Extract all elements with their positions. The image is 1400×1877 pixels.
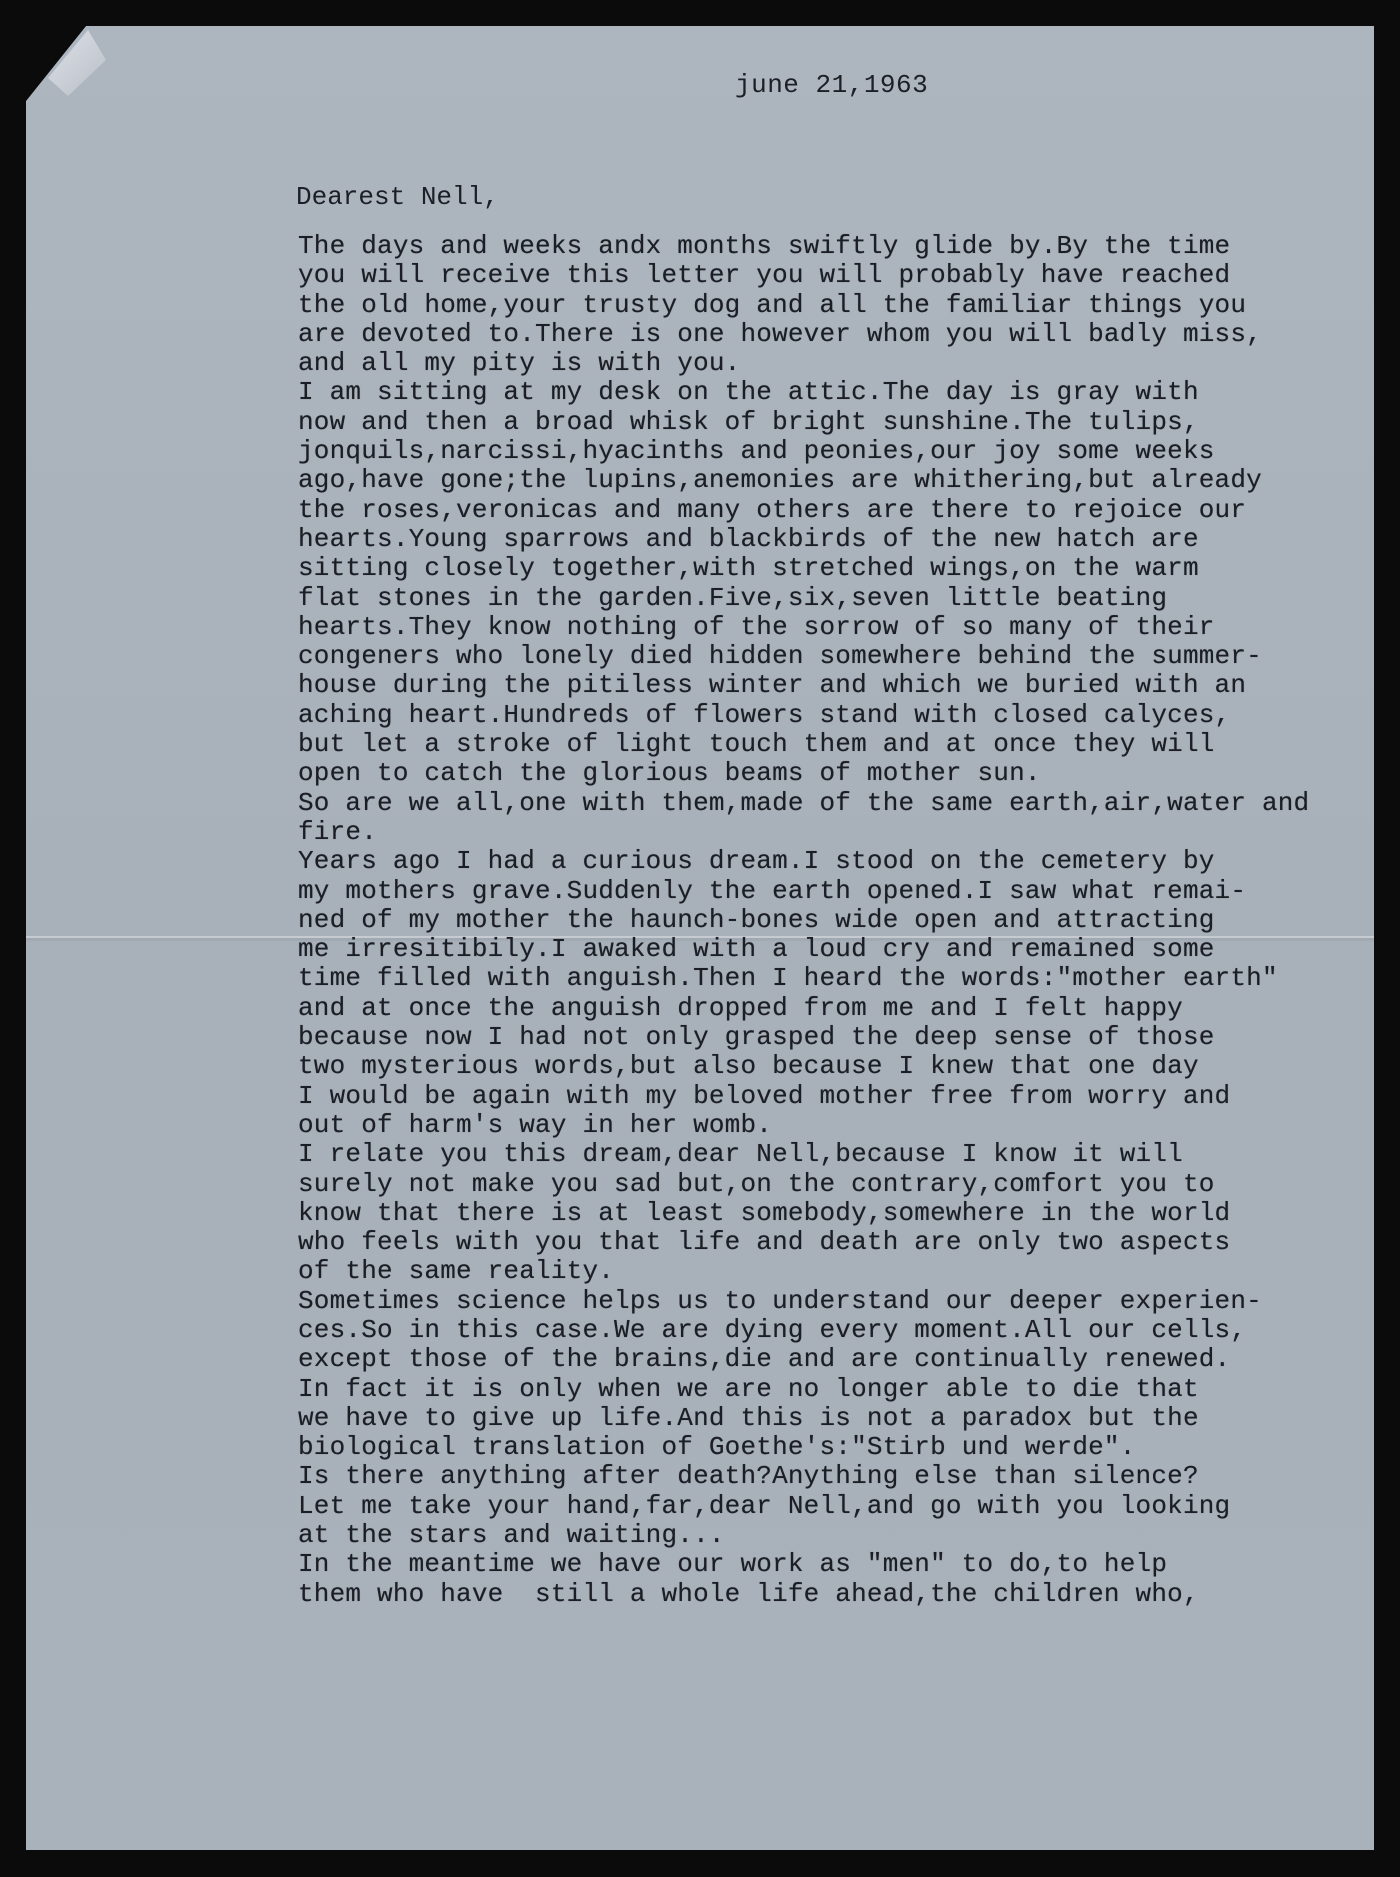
letter-date: june 21,1963 [735,70,929,100]
letter-line: we have to give up life.And this is not a paradox but the [298,1402,1199,1433]
letter-line: my mothers grave.Suddenly the earth opened.I saw what remai- [298,875,1247,906]
letter-line: Years ago I had a curious dream.I stood on the cemetery by [298,846,1215,877]
letter-line: ago,have gone;the lupins,anemonies are whithering,but already [298,465,1262,496]
letter-line: Sometimes science helps us to understand our deeper experien- [298,1285,1262,1316]
letter-line: because now I had not only grasped the deep sense of those [298,1022,1215,1053]
letter-line: hearts.They know nothing of the sorrow of so many of their [298,611,1215,642]
letter-line: me irresitibily.I awaked with a loud cry and remained some [298,934,1215,965]
letter-line: flat stones in the garden.Five,six,seven little beating [298,582,1168,613]
letter-line: you will receive this letter you will probably have reached [298,260,1231,291]
letter-line: time filled with anguish.Then I heard the words:"mother earth" [298,963,1278,994]
letter-line: and all my pity is with you. [298,348,741,379]
letter-line: fire. [298,816,378,847]
letter-line: ces.So in this case.We are dying every moment.All our cells, [298,1314,1247,1345]
letter-line: Is there anything after death?Anything else than silence? [298,1461,1199,1492]
letter-line: but let a stroke of light touch them and at once they will [298,729,1215,760]
letter-salutation: Dearest Nell, [296,182,499,212]
letter-body [298,232,1378,1609]
letter-line: I am sitting at my desk on the attic.The day is gray with [298,377,1199,408]
letter-line: them who have still a whole life ahead,the children who, [298,1578,1199,1609]
letter-line: congeners who lonely died hidden somewhere behind the summer- [298,641,1262,672]
letter-line: who feels with you that life and death are only two aspects [298,1227,1231,1258]
letter-line: except those of the brains,die and are continually renewed. [298,1344,1231,1375]
letter-line: of the same reality. [298,1256,615,1287]
letter-line: open to catch the glorious beams of mother sun. [298,758,1041,789]
letter-line: biological translation of Goethe's:"Stirb und werde". [298,1432,1136,1463]
letter-line: house during the pitiless winter and which we buried with an [298,670,1247,701]
letter-line: know that there is at least somebody,somewhere in the world [298,1197,1231,1228]
letter-line: sitting closely together,with stretched wings,on the warm [298,553,1199,584]
letter-line: jonquils,narcissi,hyacinths and peonies,our joy some weeks [298,436,1215,467]
letter-line: are devoted to.There is one however whom you will badly miss, [298,318,1262,349]
letter-line: surely not make you sad but,on the contrary,comfort you to [298,1168,1215,1199]
letter-line: I relate you this dream,dear Nell,because I know it will [298,1139,1183,1170]
letter-line: In the meantime we have our work as "men" to do,to help [298,1549,1168,1580]
letter-line: So are we all,one with them,made of the same earth,air,water and [298,787,1310,818]
letter-line: In fact it is only when we are no longer able to die that [298,1373,1199,1404]
letter-line: hearts.Young sparrows and blackbirds of the new hatch are [298,523,1199,554]
letter-line: at the stars and waiting... [298,1520,725,1551]
letter-line: two mysterious words,but also because I knew that one day [298,1051,1199,1082]
letter-line: I would be again with my beloved mother free from worry and [298,1080,1231,1111]
letter-line: now and then a broad whisk of bright sunshine.The tulips, [298,406,1199,437]
letter-line: and at once the anguish dropped from me and I felt happy [298,992,1183,1023]
letter-line: The days and weeks andx months swiftly glide by.By the time [298,231,1231,261]
letter-line: ned of my mother the haunch-bones wide open and attracting [298,904,1215,935]
letter-line: aching heart.Hundreds of flowers stand with closed calyces, [298,699,1231,730]
letter-line: out of harm's way in her womb. [298,1109,773,1140]
letter-line: the old home,your trusty dog and all the familiar things you [298,289,1247,320]
letter-line: Let me take your hand,far,dear Nell,and go with you looking [298,1490,1231,1521]
letter-line: the roses,veronicas and many others are there to rejoice our [298,494,1247,525]
